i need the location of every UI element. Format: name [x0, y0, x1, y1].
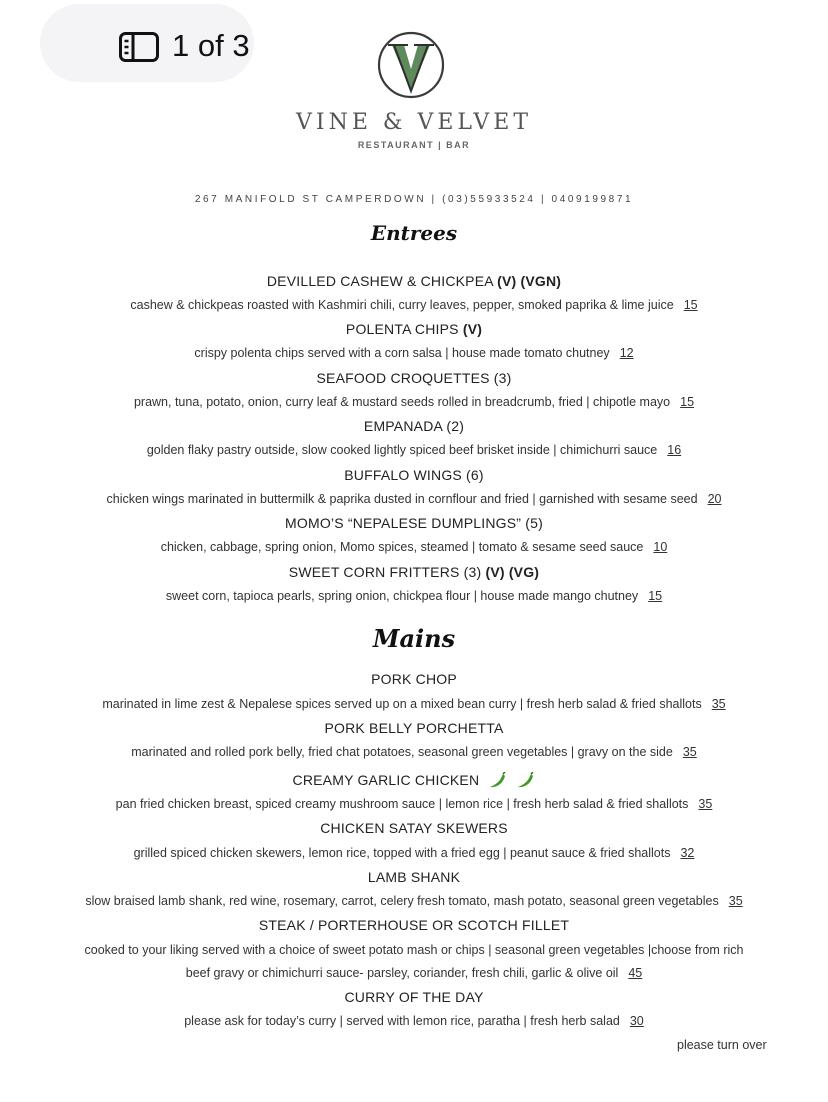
menu-item-name: CURRY OF THE DAY: [344, 989, 484, 1005]
menu-item-description: chicken wings marinated in buttermilk & paprika dusted in cornflour and fried | garnished with sesame seed 20: [106, 492, 722, 506]
menu-item-name: SWEET CORN FRITTERS (3) (V) (VG): [288, 564, 540, 580]
brand-subtitle: RESTAURANT | BAR: [357, 140, 471, 150]
menu-item-name: STEAK / PORTERHOUSE OR SCOTCH FILLET: [258, 917, 570, 933]
menu-item-description: crispy polenta chips served with a corn salsa | house made tomato chutney 12: [194, 346, 634, 360]
menu-item-description: please ask for today’s curry | served with lemon rice, paratha | fresh herb salad 30: [184, 1014, 644, 1028]
menu-item-name: PORK BELLY PORCHETTA: [324, 720, 504, 736]
menu-item-price: 32: [680, 846, 695, 860]
menu-item-name: CREAMY GARLIC CHICKEN: [0, 772, 828, 790]
menu-item-description: marinated and rolled pork belly, fried chat potatoes, seasonal green vegetables | gravy on the side 35: [131, 745, 697, 759]
menu-item-name: CHICKEN SATAY SKEWERS: [320, 820, 508, 836]
menu-item-price: 15: [648, 589, 663, 603]
menu-item-price: 20: [707, 492, 722, 506]
menu-item-description: golden flaky pastry outside, slow cooked lightly spiced beef brisket inside | chimichurri sauce 16: [146, 443, 682, 457]
brand-name: VINE & VELVET: [295, 110, 533, 135]
menu-item-price: 35: [728, 894, 743, 908]
menu-item-description: slow braised lamb shank, red wine, rosemary, carrot, celery fresh tomato, mash potato, seasonal green vegetables 35: [85, 894, 743, 908]
address-line: 267 MANIFOLD ST CAMPERDOWN | (03)55933524 | 0409199871: [194, 194, 634, 205]
chili-pepper-icon: [515, 772, 535, 790]
menu-item-price: 45: [628, 966, 643, 980]
menu-item-description: cooked to your liking served with a choice of sweet potato mash or chips | seasonal green vegetables |choose from rich: [84, 943, 744, 957]
menu-item-price: 35: [682, 745, 697, 759]
menu-item-name: DEVILLED CASHEW & CHICKPEA (V) (VGN): [266, 273, 562, 289]
menu-item-description: grilled spiced chicken skewers, lemon rice, topped with a fried egg | peanut sauce & fried shallots 32: [133, 846, 695, 860]
chili-pepper-icon: [487, 772, 507, 790]
menu-item-price: 35: [698, 797, 713, 811]
menu-item-price: 16: [667, 443, 682, 457]
entrees-heading: Entrees: [370, 221, 458, 245]
reader-sidebar-icon: [119, 32, 159, 62]
menu-item-name: MOMO’S “NEPALESE DUMPLINGS” (5): [285, 515, 543, 531]
mains-heading: Mains: [372, 624, 456, 653]
menu-item-description: sweet corn, tapioca pearls, spring onion, chickpea flour | house made mango chutney 15: [165, 589, 663, 603]
menu-item-price: 35: [711, 697, 726, 711]
menu-item-description: beef gravy or chimichurri sauce- parsley, coriander, fresh chili, garlic & olive oil 45: [185, 966, 643, 980]
menu-item-description: cashew & chickpeas roasted with Kashmiri chili, curry leaves, pepper, smoked paprika & lime juice 15: [130, 298, 698, 312]
menu-item-price: 30: [629, 1014, 644, 1028]
menu-item-description: marinated in lime zest & Nepalese spices served up on a mixed bean curry | fresh herb salad & fried shallots 35: [102, 697, 726, 711]
menu-item-name: BUFFALO WINGS (6): [344, 467, 484, 483]
menu-item-description: pan fried chicken breast, spiced creamy mushroom sauce | lemon rice | fresh herb salad & fried shallots 35: [115, 797, 713, 811]
menu-item-name: PORK CHOP: [371, 671, 457, 687]
brand-logo: [377, 31, 445, 99]
menu-item-name: POLENTA CHIPS (V): [345, 321, 483, 337]
menu-item-description: prawn, tuna, potato, onion, curry leaf & mustard seeds rolled in breadcrumb, fried | chipotle mayo 15: [133, 395, 695, 409]
menu-item-description: chicken, cabbage, spring onion, Momo spices, steamed | tomato & sesame seed sauce 10: [160, 540, 668, 554]
menu-item-price: 12: [619, 346, 634, 360]
menu-item-name: EMPANADA (2): [363, 418, 465, 434]
menu-item-price: 15: [683, 298, 698, 312]
menu-item-name: SEAFOOD CROQUETTES (3): [316, 370, 512, 386]
page-count-label: 1 of 3: [172, 28, 250, 63]
menu-item-price: 10: [653, 540, 668, 554]
menu-item-price: 15: [680, 395, 695, 409]
page-indicator-badge[interactable]: [40, 4, 254, 82]
turn-over-note: please turn over: [677, 1038, 767, 1052]
menu-item-name: LAMB SHANK: [367, 869, 461, 885]
